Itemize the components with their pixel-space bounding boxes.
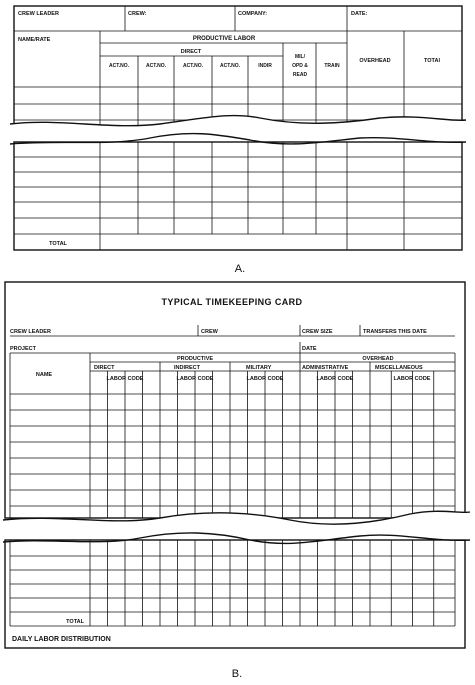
- form-b-labor-code-direct: LABOR CODE: [106, 376, 144, 382]
- form-b-labor-code-miscellaneous: LABOR CODE: [393, 376, 431, 382]
- form-b-top-grid: [10, 371, 455, 518]
- form-b-title: TYPICAL TIMEKEEPING CARD: [161, 297, 303, 307]
- form-b-footer-label: DAILY LABOR DISTRIBUTION: [12, 636, 111, 643]
- form-b-overhead-label: OVERHEAD: [362, 356, 394, 362]
- form-b-labor-code-administrative: LABOR CODE: [316, 376, 354, 382]
- form-a-date-label: DATE:: [351, 11, 368, 17]
- form-a-total-row-label: TOTAL: [49, 241, 67, 247]
- form-a-indir-label: INDIR: [258, 63, 272, 69]
- form-b-date-label: DATE: [302, 346, 317, 352]
- form-a-company-label: COMPANY:: [238, 11, 268, 17]
- form-a-crew-label: CREW:: [128, 11, 147, 17]
- form-b-productive-label: PRODUCTIVE: [176, 356, 214, 362]
- form-a-productive-labor-label: PRODUCTIVE LABOR: [192, 36, 256, 42]
- form-b-bottom-grid: [10, 540, 455, 626]
- form-a-act-no-4: ACT.NO.: [220, 63, 240, 69]
- form-b-transfers-label: TRANSFERS THIS DATE: [363, 329, 427, 335]
- form-b-crew-leader-label: CREW LEADER: [10, 329, 51, 335]
- form-b: [5, 282, 465, 518]
- form-a-act-no-1: ACT.NO.: [109, 63, 129, 69]
- form-a-mil-label-3: READ: [292, 72, 308, 78]
- form-a-train-label: TRAIN: [324, 63, 340, 69]
- form-b-project-label: PROJECT: [10, 346, 36, 352]
- form-a-name-rate-label: NAME/RATE: [18, 37, 51, 43]
- form-b-military-label: MILITARY: [246, 365, 272, 371]
- form-a-act-no-3: ACT.NO.: [183, 63, 203, 69]
- form-b-labor-code-military: LABOR CODE: [246, 376, 284, 382]
- form-b-administrative-label: ADMINISTRATIVE: [302, 365, 349, 371]
- form-a-act-no-2: ACT.NO.: [146, 63, 166, 69]
- form-b-crew-size-label: CREW SIZE: [302, 329, 333, 335]
- form-a: [10, 6, 466, 250]
- form-b-top-frame: [5, 282, 465, 518]
- form-b-total-row-label: TOTAL: [66, 619, 84, 625]
- form-a-mil-label-1: MIL/: [295, 54, 305, 60]
- form-a-overhead-label: OVERHEAD: [359, 58, 391, 64]
- form-b-name-label: NAME: [35, 372, 53, 378]
- form-a-crew-leader-label: CREW LEADER: [18, 11, 59, 17]
- form-a-direct-label: DIRECT: [180, 49, 202, 55]
- figure-caption-a: A.: [234, 263, 246, 275]
- form-b-indirect-label: INDIRECT: [174, 365, 200, 371]
- figure-caption-b: B.: [231, 668, 243, 680]
- form-b-direct-label: DIRECT: [94, 365, 115, 371]
- form-b-miscellaneous-label: MISCELLANEOUS: [375, 365, 423, 371]
- form-b-lower: [5, 540, 465, 648]
- form-b-labor-code-indirect: LABOR CODE: [176, 376, 214, 382]
- form-b-crew-label: CREW: [201, 329, 218, 335]
- form-a-mil-label-2: OPD &: [292, 63, 308, 69]
- form-a-total-col-label: TOTAl: [424, 58, 440, 64]
